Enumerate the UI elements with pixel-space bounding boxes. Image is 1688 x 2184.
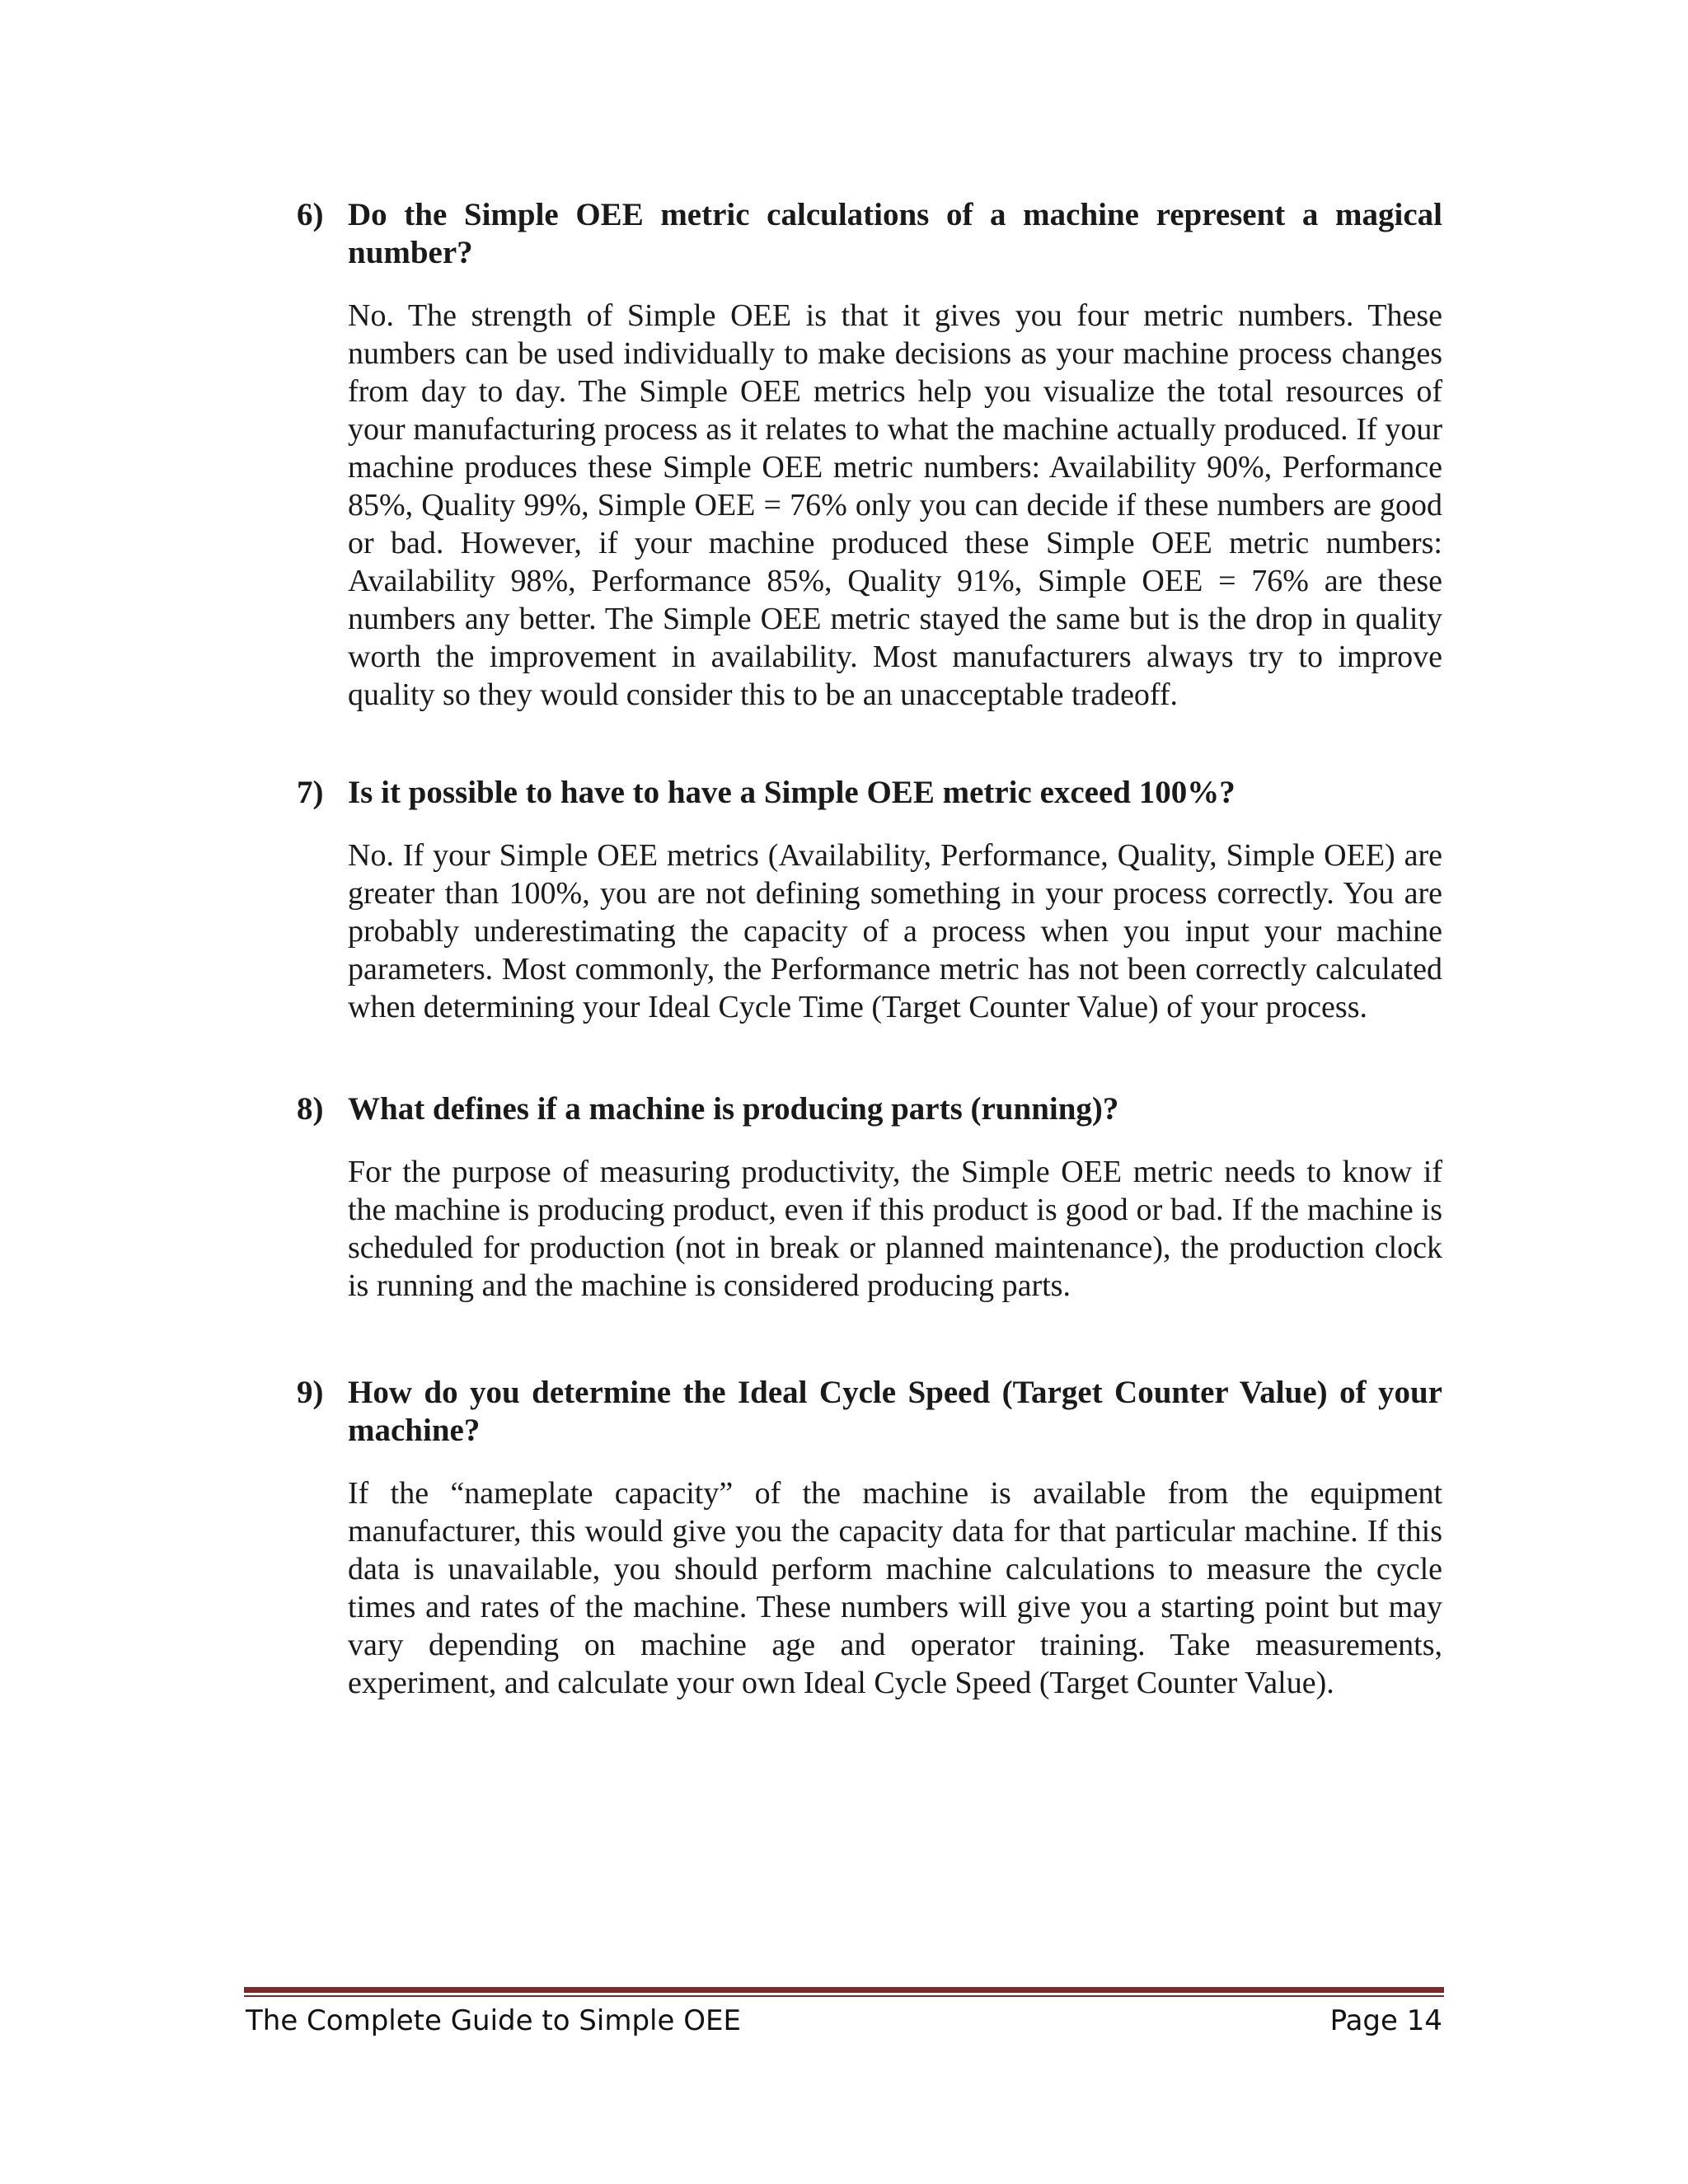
question-number: 7) (297, 775, 324, 810)
page-footer (246, 2001, 1442, 2041)
faq-answer: If the “nameplate capacity” of the machine is available from the equipment manufacturer, this would give you the capacity data for that particular machine. If this data is unavailable, you should perform machine calculations to measure the cycle times and rates of the machine. These numbers will give you a starting point but may vary depending on machine age and operator training. Take measurements, experiment, and calculate your own Ideal Cycle Speed (Target Counter Value). (348, 1476, 1442, 1700)
question-text: Is it possible to have to have a Simple OEE metric exceed 100%? (348, 775, 1236, 810)
faq-answer: No. If your Simple OEE metrics (Availability, Performance, Quality, Simple OEE) are greater than 100%, you are not defining something in your process correctly. You are probably underestimating the capacity of a process when you input your machine parameters. Most commonly, the Performance metric has not been correctly calculated when determining your Ideal Cycle Time (Target Counter Value) of your process. (348, 838, 1442, 1024)
faq-question (297, 196, 1442, 272)
question-number: 8) (297, 1091, 324, 1127)
faq-item-8 (297, 1090, 1442, 1305)
faq-answer: For the purpose of measuring productivity, the Simple OEE metric needs to know if the machine is producing product, even if this product is good or bad. If the machine is scheduled for production (not in break or planned maintenance), the production clock is running and the machine is considered producing parts. (348, 1155, 1442, 1303)
page-number: Page 14 (1329, 2004, 1442, 2037)
question-text: Do the Simple OEE metric calculations of a machine represent a magical number? (348, 197, 1442, 270)
footer-rule-thick (244, 1987, 1444, 1993)
faq-question (297, 774, 1442, 812)
question-text: What defines if a machine is producing parts (running)? (348, 1091, 1119, 1127)
question-text: How do you determine the Ideal Cycle Speed (Target Counter Value) of your machine? (348, 1375, 1442, 1448)
question-number: 6) (297, 197, 324, 232)
question-number: 9) (297, 1375, 324, 1410)
faq-item-9 (297, 1374, 1442, 1702)
footer-rule-thin (244, 1995, 1444, 1997)
faq-item-7 (297, 774, 1442, 1026)
faq-answer: No. The strength of Simple OEE is that it gives you four metric numbers. These numbers can be used individually to make decisions as your machine process changes from day to day. The Simple OEE metrics help you visualize the total resources of your manufacturing process as it relates to what the machine actually produced. If your machine produces these Simple OEE metric numbers: Availability 90%, Performance 85%, Quality 99%, Simple OEE = 76% only you can decide if these numbers are good or bad. However, if your machine produced these Simple OEE metric numbers: Availability 98%, Performance 85%, Quality 91%, Simple OEE = 76% are these numbers any better. The Simple OEE metric stayed the same but is the drop in quality worth the improvement in availability. Most manufacturers always try to improve quality so they would consider this to be an unacceptable tradeoff. (348, 298, 1442, 712)
faq-question (297, 1374, 1442, 1450)
page-content (297, 196, 1442, 1733)
faq-question (297, 1090, 1442, 1128)
faq-item-6 (297, 196, 1442, 714)
footer-title: The Complete Guide to Simple OEE (246, 2004, 741, 2037)
